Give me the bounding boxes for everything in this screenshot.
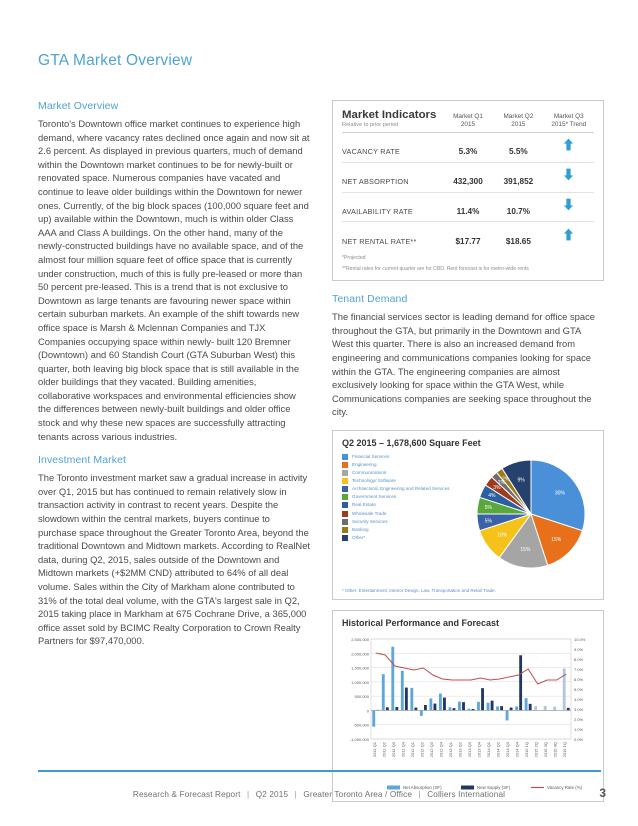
y2-axis-tick-label: 6.0% [574,676,584,682]
pie-slice-label: 2% [497,479,506,486]
bar-new-supply [395,707,398,710]
bar-net-absorption [401,671,404,711]
bar-new-supply [529,704,532,711]
legend-swatch [342,454,348,460]
pie-chart-footnote: * Other: Entertainment, Interior Design, Law, Transportation and Retail Trade. [342,587,496,593]
market-indicators-footnote-1: *Projected [342,255,366,262]
legend-label: Real Estate [352,502,376,508]
column-header-q1 [443,109,493,133]
bar-new-supply [510,707,513,710]
x-axis-tick-label: 2013 Q4 [476,741,482,758]
page-number: 3 [599,786,606,800]
x-axis-tick-label: 2012 Q2 [419,741,425,758]
legend-label: Financial Services [352,453,390,459]
pie-chart-area [333,450,603,588]
x-axis-tick-label: 2015 3Q [543,741,549,758]
footer [0,790,638,799]
footer-company: Colliers International [427,790,506,799]
market-overview-paragraph: Toronto's Downtown office market continues to experience high demand, where vacancy rates declined once again and now sit at 2.6 percent. As displayed in previous quarters, much of demand within the Downtown market continues to be for newly-built or renovated space. Numerous companies have vacated and continue to leave older buildings within the Downtown for newer ones. Currently, of the big block spaces (100,000 square feet and up) available within the Downtown, much is within older Class AAA and Class A buildings. On the other hand, many of the newly-constructed buildings have no available space, and of the almost four million square feet of office space that is currently under construction, much of this is fully pre-leased or more than 50 percent pre-leased. This is a trend that is not exclusive to Downtown as large tenants are favouring newer space within certain suburban markets. An example of the shift towards new office space is Marsh & Mclennan Companies and TJX Companies occupying space within newly- built 120 Bremner (Downtown) and 60 Standish Court (GTA Suburban West) this quarter, both leaving big block space that is still available in the older buildings that they vacated. Building amenities, collaborative workspaces and environmental efficiencies show the differences between newly-built buildings and older office stock and why these new spaces are successfully attracting tenants across various industries. [38,118,310,442]
bar-chart-area [333,631,603,801]
column-header-q3-line1: Market Q3 [553,112,584,120]
legend-label: Wholesale Trade [352,510,387,516]
indicator-trend-down-icon [544,192,594,222]
x-axis-tick-label: 2014 Q2 [495,741,501,758]
legend-swatch [342,502,348,508]
bar-chart-title: Historical Performance and Forecast [342,617,500,628]
x-axis-tick-label: 2015 4Q [552,741,558,758]
column-header-q2 [493,109,543,133]
legend-swatch [342,527,348,533]
indicator-trend-up-icon [544,222,594,251]
y2-axis-tick-label: 4.0% [574,696,584,702]
bar-net-absorption [458,701,461,710]
legend-swatch [342,478,348,484]
x-axis-tick-label: 2011 Q1 [371,741,377,757]
legend-label: Other* [352,534,366,540]
bar-net-absorption [506,710,509,720]
bar-net-absorption [429,698,432,710]
pie-slice-label: 9% [517,477,525,484]
bar-new-supply [424,705,427,710]
bar-net-absorption [448,707,451,710]
y-axis-tick-label: 1,500,000 [351,665,369,671]
bar-new-supply [443,697,446,710]
indicator-label: VACANCY RATE [342,133,443,163]
legend-label: Technology/ Software [352,478,396,484]
bar-new-supply [567,708,570,711]
y-axis-tick-label: 2,500,000 [351,636,369,642]
y2-axis-tick-label: 3.0% [574,706,584,712]
legend-label: Net Absorption (SF) [403,784,442,790]
tenant-demand-paragraph: The financial services sector is leading demand for office space throughout the GTA, but primarily in the Downtown and GTA West this quarter. There is also an increased demand from engineering and communications companies looking for space within the GTA. The engineering companies are almost exclusively looking for space within the GTA West, while Communications companies are seeking space throughout the city. [332,311,595,418]
column-header-q3-line2: 2015* Trend [551,120,587,128]
y-axis-tick-label: 500,000 [354,694,369,700]
pie-chart-graphic [463,448,599,584]
column-header-q2-line1: Market Q2 [503,112,534,120]
bar-new-supply [462,702,465,710]
y-axis-tick-label: -500,000 [353,722,369,728]
footer-separator-2: | [294,790,297,799]
pie-chart-title: Q2 2015 – 1,678,600 Square Feet [342,437,481,448]
column-header-q2-line2: 2015 [511,120,526,128]
y2-axis-tick-label: 9.0% [574,646,584,652]
column-header-q1-line1: Market Q1 [453,112,483,120]
bar-net-absorption [515,706,518,710]
legend-swatch [387,785,400,789]
footer-market: Greater Toronto Area / Office [303,790,413,799]
pie-slice-label: 30% [554,490,565,497]
indicator-q2-value: 391,852 [493,162,543,192]
bar-new-supply [453,708,456,710]
bar-chart-graphic [333,631,603,799]
x-axis-tick-label: 2012 Q3 [428,741,434,758]
x-axis-tick-label: 2015 1Q [524,741,530,758]
indicator-label: NET ABSORPTION [342,162,443,192]
section-heading-investment-market: Investment Market [38,454,127,467]
x-axis-tick-label: 2013 Q1 [447,741,453,758]
bar-new-supply [434,703,437,710]
market-indicators-subtitle: Relative to prior period [342,122,399,128]
legend-label: Engineering [352,461,377,467]
y2-axis-tick-label: 8.0% [574,656,584,662]
x-axis-tick-label: 2014 Q4 [514,741,520,758]
footer-rule [38,770,601,772]
market-indicators-footnote-2: **Rental rates for current quarter are for CBD. Rent forecast is for metro-wide rents [342,266,529,273]
pie-slice-label: 5% [484,518,492,525]
left-column [38,100,310,659]
market-indicator-row [342,162,594,192]
x-axis-tick-label: 2011 Q4 [400,741,406,757]
bar-net-absorption [534,706,537,710]
legend-label: Government Services [352,494,397,500]
market-indicators-title: Market Indicators [342,109,437,121]
market-indicator-row [342,192,594,222]
x-axis-tick-label: 2012 Q1 [409,741,415,758]
legend-label: Communications [352,470,387,476]
x-axis-tick-label: 2011 Q2 [381,741,387,757]
bar-new-supply [500,706,503,710]
pie-slice-label: 2% [501,476,510,483]
y-axis-tick-label: -1,000,000 [349,736,369,742]
section-heading-tenant-demand: Tenant Demand [332,293,408,306]
x-axis-tick-label: 2013 Q2 [457,741,463,758]
y-axis-tick-label: 0 [366,708,369,714]
bar-new-supply [414,707,417,710]
indicator-label: AVAILABILITY RATE [342,192,443,222]
y-axis-tick-label: 1,000,000 [351,679,369,685]
bar-new-supply [519,655,522,710]
footer-separator-1: | [246,790,250,799]
pie-slice-label: 3% [493,484,501,491]
legend-swatch [461,785,474,789]
legend-swatch [342,535,348,541]
x-axis-tick-label: 2014 Q3 [505,741,511,758]
y-axis-tick-label: 2,000,000 [351,651,369,657]
bar-net-absorption [477,702,480,711]
investment-market-paragraph: The Toronto investment market saw a gradual increase in activity over Q1, 2015 but has continued to remain relatively slow in transaction activity in contrast to recent years. Despite the slowdown within the central markets, buyers continue to purchase space throughout the Greater Toronto Area, beyond the traditional Downtown and Midtown markets. According to RealNet data, during Q2, 2015, sales outside of the Downtown and Midtown markets (+$2MM CND) attributed to 64% of all deal volume. Sales within the City of Markham alone contributed to 31% of the total deal volume, with the GTA's largest sale in Q2, 2015 taking place in Markham at 675 Cochrane Drive, a 365,000 office asset sold by BCIMC Realty Corporation to Crown Realty Partners for $97,470,000. [38,472,311,647]
footer-separator-3: | [418,790,421,799]
bar-net-absorption [487,703,490,711]
legend-label: New Supply (SF) [477,784,511,790]
indicator-q1-value: 432,300 [443,162,493,192]
x-axis-tick-label: 2014 Q1 [486,741,492,758]
market-indicator-row [342,133,594,163]
page-title: GTA Market Overview [38,52,193,69]
legend-swatch [342,511,348,517]
bar-net-absorption [382,674,385,710]
column-header-q1-line2: 2015 [460,120,476,128]
market-indicator-row [342,222,594,251]
bar-net-absorption [391,647,394,711]
pie-slice-label: 5% [484,504,492,511]
section-heading-market-overview: Market Overview [38,100,119,112]
bar-net-absorption [439,693,442,710]
indicator-q2-value: 10.7% [493,192,543,222]
legend-label: Security Services [352,518,388,524]
footer-report-name: Research & Forecast Report [132,790,241,799]
y2-axis-tick-label: 2.0% [574,716,584,722]
indicator-trend-up-icon [544,133,594,163]
bar-net-absorption [372,710,375,726]
indicator-q2-value: 5.5% [493,133,543,163]
bar-new-supply [405,687,408,710]
indicator-label: NET RENTAL RATE** [342,236,417,246]
x-axis-tick-label: 2011 Q3 [390,741,396,757]
bar-new-supply [481,688,484,710]
bar-net-absorption [544,706,547,711]
indicator-q1-value: 11.4% [443,192,493,222]
legend-swatch [342,462,348,468]
tenant-demand-pie-panel [332,430,604,600]
pie-slice-label: 4% [488,493,496,500]
line-vacancy-rate [376,653,566,684]
x-axis-tick-label: 2013 Q3 [467,741,472,758]
footer-quarter: Q2 2015 [255,790,289,799]
x-axis-tick-label: 2012 Q4 [438,741,444,758]
indicator-trend-down-icon [544,162,594,192]
y2-axis-tick-label: 10.0% [574,636,586,642]
market-indicators-table [332,100,604,281]
y2-axis-tick-label: 5.0% [574,686,584,692]
bar-net-absorption [410,688,413,711]
pie-slice-label: 10% [497,532,508,539]
legend-label: Architectural, Engineering and Related Services [352,486,450,492]
y2-axis-tick-label: 7.0% [574,666,584,672]
y2-axis-tick-label: 1.0% [574,726,584,732]
legend-swatch [342,519,348,525]
bar-net-absorption [525,698,528,710]
legend-swatch [342,486,348,492]
bar-net-absorption [553,707,556,711]
column-header-q3-trend [544,109,594,133]
legend-label: Vacancy Rate (%) [547,784,583,790]
bar-net-absorption [496,706,499,710]
legend-swatch [342,470,348,476]
y2-axis-tick-label: 0.0% [574,736,584,742]
x-axis-tick-label: 2016 1Q [562,741,568,758]
pie-slice-label: 15% [551,536,562,543]
indicator-q2-value: $18.65 [505,236,531,246]
right-column [332,100,604,802]
x-axis-tick-label: 2015 2Q [533,741,539,758]
legend-swatch [342,494,348,500]
bar-new-supply [386,707,389,710]
bar-new-supply [491,701,494,711]
historical-performance-panel [332,610,604,802]
indicator-q1-value: 5.3% [443,133,493,163]
indicator-q1-value: $17.77 [455,236,481,246]
pie-slice-label: 15% [520,546,531,553]
bar-net-absorption [420,710,423,715]
legend-label: Banking [352,526,369,532]
